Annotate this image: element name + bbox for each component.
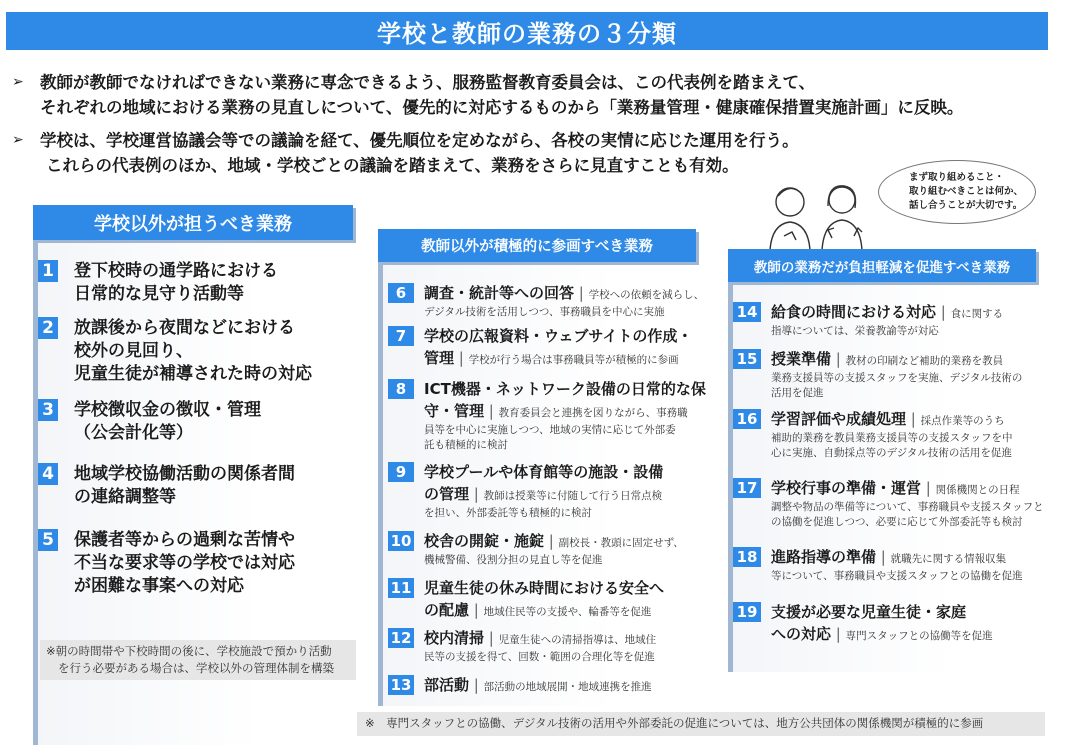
item-title-cont: 管理 [424, 349, 455, 367]
item-number: 1 [38, 260, 58, 282]
bullet-1-line1: 教師が教師でなければできない業務に専念できるよう、服務監督教育委員会は、この代表例を踏まえて、 [40, 73, 816, 92]
item-number: 17 [733, 478, 761, 498]
item-1-line: 登下校時の通学路における [74, 261, 278, 281]
item-detail-line: 託も積極的に検討 [424, 439, 508, 451]
item-number: 2 [38, 317, 58, 339]
item-detail: 採点作業等のうち [920, 415, 1005, 427]
bubble-line-2: 取り組むべきことは何か、 [908, 186, 1023, 197]
separator: | [831, 350, 846, 368]
item-number: 11 [388, 578, 414, 598]
item-title: 児童生徒の休み時間における安全へ [424, 579, 665, 597]
separator: | [906, 410, 921, 428]
separator: | [469, 601, 484, 619]
arrow-bullet-icon: ➢ [12, 74, 24, 90]
item-7 [388, 326, 708, 370]
item-4-line: 地域学校協働活動の関係者間 [74, 464, 295, 484]
item-number: 19 [733, 602, 761, 622]
item-title-cont: の管理 [424, 485, 470, 503]
item-title: 部活動 [424, 676, 470, 694]
item-detail-line: 調整や物品の準備等について、事務職員や支援スタッフと [771, 501, 1044, 513]
item-2-line: 児童生徒が補導された時の対応 [74, 364, 312, 384]
item-detail-line: 等について、事務職員や支援スタッフとの協働を促進 [771, 570, 1023, 582]
arrow-bullet-icon: ➢ [12, 132, 24, 148]
item-2-line: 放課後から夜間などにおける [74, 318, 295, 338]
item-title: 学校の広報資料・ウェブサイトの作成・ [424, 327, 693, 345]
column-3-header: 教師の業務だが負担軽減を促進すべき業務 [728, 249, 1036, 282]
item-title: 校内清掃 [424, 629, 485, 647]
item-number: 7 [388, 326, 414, 346]
item-number: 9 [388, 462, 414, 482]
column-2-header: 教師以外が積極的に参画すべき業務 [378, 229, 696, 262]
item-number: 16 [733, 409, 761, 429]
item-detail-line: 民等の支援を得て、回数・範囲の合理化等を促進 [424, 651, 655, 663]
bullet-2 [12, 128, 799, 178]
item-title: 進路指導の準備 [771, 548, 877, 566]
item-4-line: の連絡調整等 [74, 487, 176, 507]
bullet-1 [12, 70, 963, 120]
item-number: 5 [38, 529, 58, 551]
separator: | [484, 402, 499, 420]
item-title: 調査・統計等への回答 [424, 284, 575, 302]
item-line2 [424, 348, 708, 370]
item-number: 14 [733, 302, 761, 322]
item-title: 学校プールや体育館等の施設・設備 [424, 463, 664, 481]
item-title: 支援が必要な児童生徒・家庭 [771, 603, 967, 621]
item-4 [38, 463, 348, 509]
item-number: 13 [388, 675, 414, 695]
item-number: 15 [733, 349, 761, 369]
item-detail: 教材の印刷など補助的業務を教員 [845, 355, 1004, 367]
item-title-cont: 守・管理 [424, 402, 485, 420]
item-detail-line: 業務支援員等の支援スタッフを実施、デジタル技術の [771, 372, 1023, 384]
item-13 [388, 675, 708, 697]
bottom-note: ※ 専門スタッフとの協働、デジタル技術の活用や外部委託の促進については、地方公共団体の関係機関が積極的に参画 [357, 712, 1045, 736]
bubble-line-3: 話し合うことが大切です。 [908, 200, 1023, 211]
item-3-line: 学校徴収金の徴収・管理 [74, 400, 261, 420]
item-line2 [771, 624, 1048, 646]
item-10 [388, 531, 708, 568]
bullet-2-line1: 学校は、学校運営協議会等での議論を経て、優先順位を定めながら、各校の実情に応じた運用を行う。 [40, 131, 799, 150]
item-detail: 学校が行う場合は事務職員等が積極的に参画 [468, 354, 679, 366]
item-14 [733, 302, 1048, 339]
column-1-header: 学校以外が担うべき業務 [33, 205, 353, 240]
item-detail-line: の協働を促進しつつ、必要に応じて外部委託等も検討 [771, 516, 1023, 528]
item-2 [38, 317, 348, 386]
item-number: 4 [38, 463, 58, 485]
item-detail: 部活動の地域展開・地域連携を推進 [483, 681, 652, 693]
item-title: ICT機器・ネットワーク設備の日常的な保 [424, 380, 706, 398]
item-detail: 地域住民等の支援や、輪番等を促進 [483, 606, 652, 618]
item-detail-line: を担い、外部委託等も積極的に検討 [424, 507, 592, 519]
item-detail-line: デジタル技術を活用しつつ、事務職員を中心に実施 [424, 306, 665, 318]
separator: | [544, 532, 559, 550]
item-detail: 食に関する [950, 308, 1004, 320]
item-detail: 教師は授業等に付随して行う日常点検 [483, 490, 663, 502]
separator: | [469, 485, 484, 503]
page-title: 学校と教師の業務の３分類 [6, 12, 1048, 50]
item-detail-line: 心に実施、自動採点等のデジタル技術の活用を促進 [771, 447, 1012, 459]
bullet-1-line2: それぞれの地域における業務の見直しについて、優先的に対応するものから「業務量管理・健康確保措置実施計画」に反映。 [40, 98, 964, 117]
separator: | [454, 349, 469, 367]
item-3-line: （公会計化等） [74, 423, 193, 443]
item-detail: 学校への依頼を減らし、 [588, 289, 705, 301]
item-title: 授業準備 [771, 350, 832, 368]
item-number: 10 [388, 531, 414, 551]
item-9 [388, 462, 708, 521]
item-detail-line: 員等を中心に実施しつつ、地域の実情に応じて外部委 [424, 424, 676, 436]
item-17 [733, 478, 1048, 530]
separator: | [936, 303, 951, 321]
item-5 [38, 529, 348, 598]
item-5-line: 保護者等からの過剰な苦情や [74, 530, 295, 550]
item-detail: 児童生徒への清掃指導は、地域住 [498, 634, 657, 646]
item-title-cont: の配慮 [424, 601, 470, 619]
speech-bubble [878, 160, 1036, 224]
item-detail: 就職先に関する情報収集 [890, 553, 1007, 565]
separator: | [921, 479, 936, 497]
item-11 [388, 578, 708, 622]
note-line: を行う必要がある場合は、学校以外の管理体制を構築 [58, 661, 334, 675]
item-12 [388, 628, 708, 665]
item-detail-line: 指導については、栄養教諭等が対応 [771, 325, 939, 337]
item-1-line: 日常的な見守り活動等 [74, 284, 244, 304]
item-title: 校舎の開錠・施錠 [424, 532, 545, 550]
item-title: 給食の時間における対応 [771, 303, 937, 321]
item-8 [388, 379, 708, 453]
item-detail-line: 活用を促進 [771, 387, 824, 399]
separator: | [574, 284, 589, 302]
item-18 [733, 547, 1048, 584]
note-line: ※朝の時間帯や下校時間の後に、学校施設で預かり活動 [46, 644, 332, 658]
separator: | [484, 629, 499, 647]
separator: | [876, 548, 891, 566]
item-title: 学習評価や成績処理 [771, 410, 907, 428]
item-number: 18 [733, 547, 761, 567]
item-detail-line: 補助的業務を教員業務支援員等の支援スタッフを中 [771, 432, 1013, 444]
item-16 [733, 409, 1048, 461]
item-detail: 副校長・教頭に固定せず、 [558, 537, 684, 549]
item-line2 [424, 401, 708, 423]
column-1-note [40, 640, 356, 680]
item-number: 8 [388, 379, 414, 399]
item-detail-line: 機械警備、役割分担の見直し等を促進 [424, 554, 603, 566]
item-5-line: が困難な事案への対応 [74, 576, 244, 596]
item-title: 学校行事の準備・運営 [771, 479, 922, 497]
separator: | [469, 676, 484, 694]
item-19 [733, 602, 1048, 646]
item-2-line: 校外の見回り、 [74, 341, 193, 361]
item-title-cont: への対応 [771, 625, 832, 643]
item-5-line: 不当な要求等の学校では対応 [74, 553, 295, 573]
item-line2 [424, 484, 708, 506]
item-number: 3 [38, 399, 58, 421]
item-number: 12 [388, 628, 414, 648]
item-detail: 関係機関との日程 [935, 484, 1020, 496]
item-1 [38, 260, 348, 306]
item-15 [733, 349, 1048, 401]
item-line2 [424, 600, 708, 622]
bubble-line-1: まず取り組めること・ [908, 172, 1004, 183]
item-detail: 教育委員会と連携を図りながら、事務職 [498, 407, 688, 419]
people-illustration-icon [762, 180, 874, 250]
bullet-2-line2: これらの代表例のほか、地域・学校ごとの議論を踏まえて、業務をさらに見直すことも有効。 [46, 156, 739, 175]
item-detail: 専門スタッフとの協働等を促進 [845, 630, 993, 642]
item-6 [388, 283, 708, 320]
separator: | [831, 625, 846, 643]
item-number: 6 [388, 283, 414, 303]
item-3 [38, 399, 348, 445]
